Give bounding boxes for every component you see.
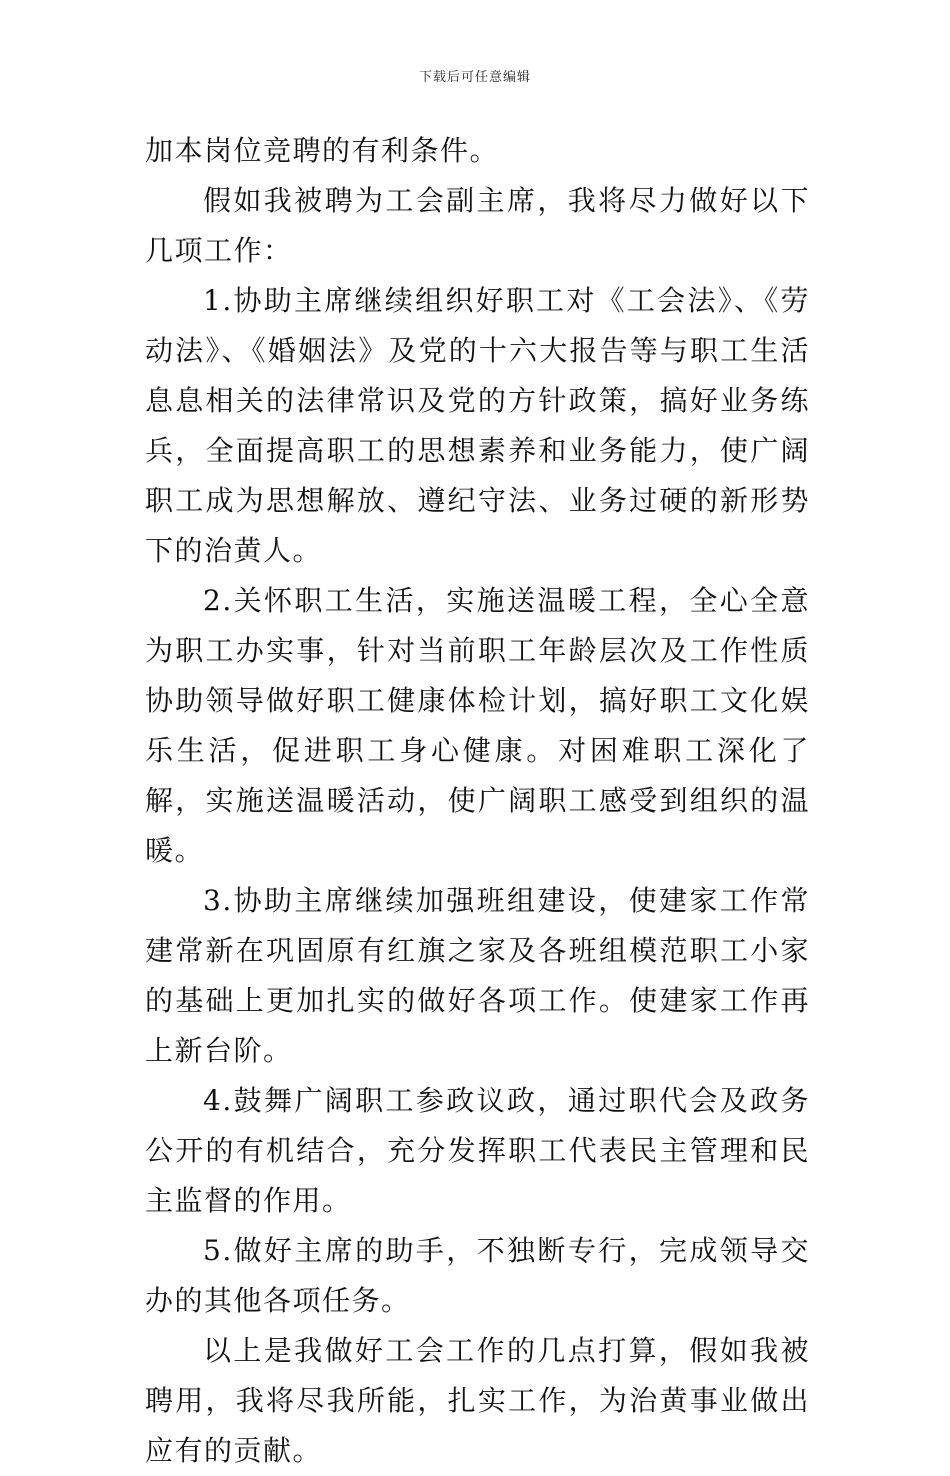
document-body	[145, 126, 810, 1476]
paragraph-item-5: 5.做好主席的助手，不独断专行，完成领导交办的其他各项任务。	[145, 1234, 810, 1317]
paragraph-item-3: 3.协助主席继续加强班组建设，使建家工作常建常新在巩固原有红旗之家及各班组模范职工小家的基础上更加扎实的做好各项工作。使建家工作再上新台阶。	[145, 884, 810, 1067]
paragraph-item-2: 2.关怀职工生活，实施送温暖工程，全心全意为职工办实事，针对当前职工年龄层次及工作性质协助领导做好职工健康体检计划，搞好职工文化娱乐生活，促进职工身心健康。对困难职工深化了解，实施送温暖活动，使广阔职工感受到组织的温暖。	[145, 584, 810, 867]
paragraph-intro: 假如我被聘为工会副主席，我将尽力做好以下几项工作：	[145, 184, 810, 267]
paragraph-item-1: 1.协助主席继续组织好职工对《工会法》、《劳动法》、《婚姻法》及党的十六大报告等与职工生活息息相关的法律常识及党的方针政策，搞好业务练兵，全面提高职工的思想素养和业务能力，使广阔职工成为思想解放、遵纪守法、业务过硬的新形势下的治黄人。	[145, 284, 810, 567]
paragraph-conclusion: 以上是我做好工会工作的几点打算，假如我被聘用，我将尽我所能，扎实工作，为治黄事业做出应有的贡献。	[145, 1334, 810, 1467]
paragraph-continuation: 加本岗位竞聘的有利条件。	[145, 134, 500, 167]
paragraph-item-4: 4.鼓舞广阔职工参政议政，通过职代会及政务公开的有机结合，充分发挥职工代表民主管理和民主监督的作用。	[145, 1084, 810, 1217]
page-header: 下载后可任意编辑	[418, 70, 531, 85]
